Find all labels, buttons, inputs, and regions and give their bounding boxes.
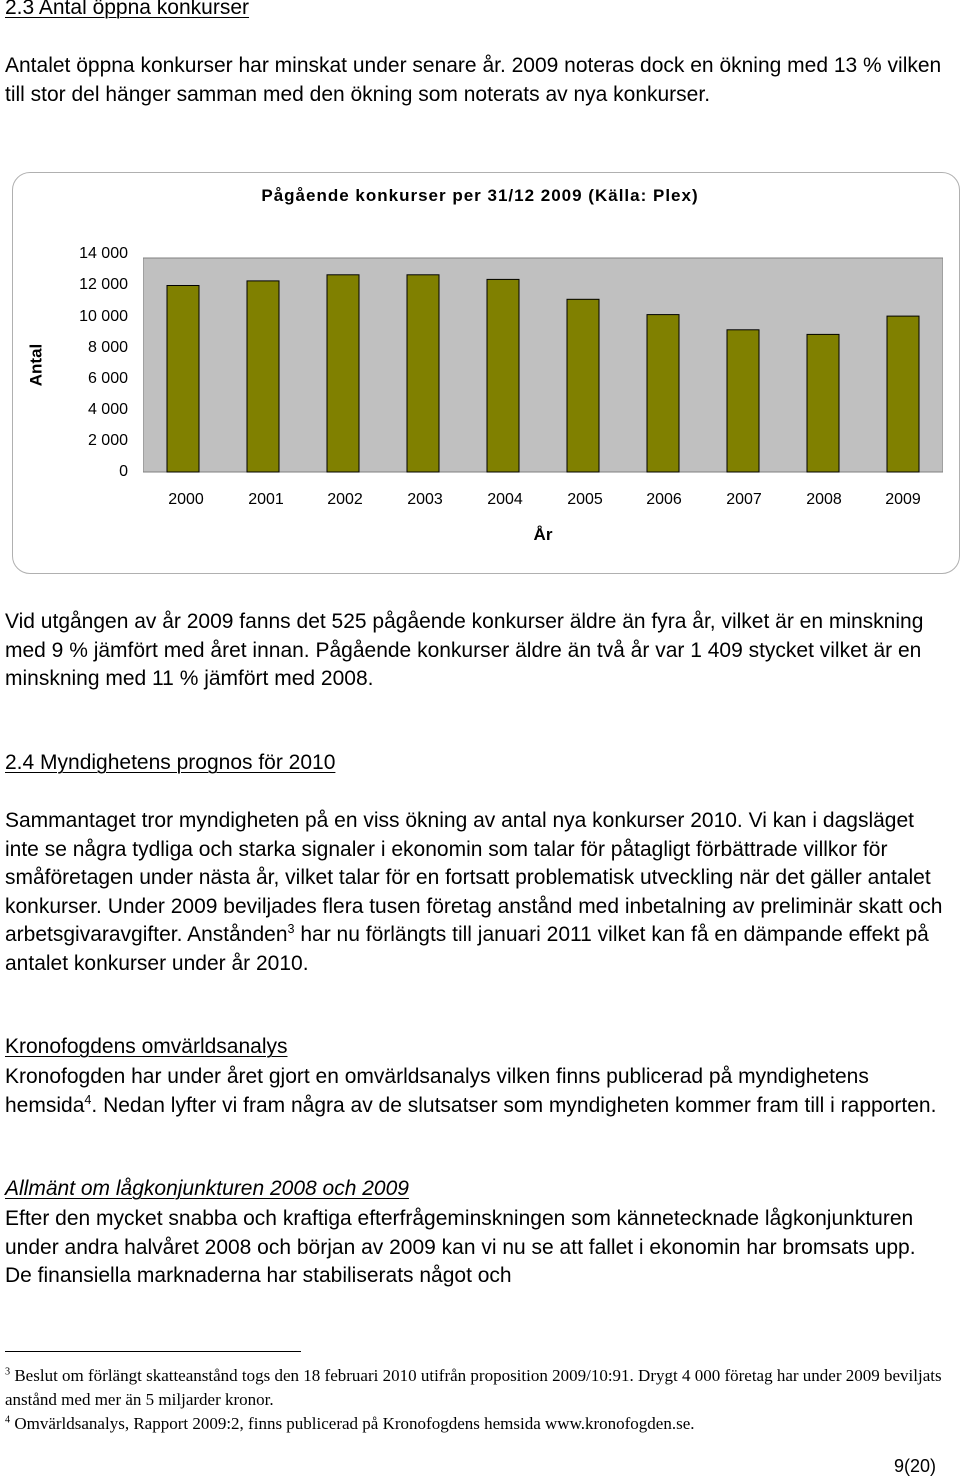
footnote-ref[interactable]: 4 [84,1092,92,1107]
paragraph-after-chart [5,608,945,694]
x-tick-label: 2000 [168,491,204,508]
footnote-ref[interactable]: 3 [287,922,295,936]
paragraph-text: Antalet öppna konkurser har minskat under senare år. 2009 noteras dock en ökning med 13 % vilken till stor del hänger samman med den ökning som noterats av nya konkurser. [5,54,942,106]
x-tick-label: 2009 [885,491,921,508]
y-tick-label: 12 000 [79,276,128,293]
paragraph-text: har nu förlängts till januari 2011 vilket kan få en dämpande effekt på antalet konkurser under år 2010. [5,923,929,975]
x-tick-label: 2003 [407,491,443,508]
chart-title: Pågående konkurser per 31/12 2009 (Källa: Plex) [261,186,699,205]
section-heading-lagkonjunkturen: Allmänt om lågkonjunkturen 2008 och 2009 [5,1177,409,1200]
chart-plot-area [143,250,943,480]
section-heading-omvarldsanalys: Kronofogdens omvärldsanalys [5,1035,288,1058]
bar-2009 [887,316,919,472]
x-tick-label: 2008 [806,491,842,508]
bar-2000 [167,286,199,473]
section-heading-antal-oppna: 2.3 Antal öppna konkurser [5,0,250,19]
paragraph-text: . Nedan lyfter vi fram några av de slutsatser som myndigheten kommer fram till i rapporten. [91,1093,937,1117]
footnote-number: 3 [5,1366,11,1378]
x-tick-label: 2005 [567,491,603,508]
paragraph-text: Sammantaget tror myndigheten på en viss ökning av antal nya konkurser 2010. Vi kan i dagsläget inte se några tydliga och starka signaler i ekonomin som talar för påtagligt förbättrade villkor för småföretagen under nästa år, vilket talar för en fortsatt problematisk utveckling när det gäller antalet konkurser. Under 2009 beviljades flera tusen företag anstånd med inbetalning av preliminär skatt och arbetsgivaravgifter. Anstånden [5,809,943,946]
x-tick-label: 2007 [726,491,762,508]
y-tick-label: 14 000 [79,245,128,262]
x-tick-label: 2001 [248,491,284,508]
x-tick-label: 2002 [327,491,363,508]
chart-x-axis-label: År [533,525,553,544]
footnote-3 [5,1364,950,1412]
chart-y-axis-label [26,337,60,397]
bar-2001 [247,281,279,472]
y-tick-label: 2 000 [87,432,128,449]
bar-2003 [407,275,439,472]
footnote-number: 4 [5,1414,11,1426]
page-number: 9(20) [893,1456,936,1476]
bar-2005 [567,299,599,472]
y-tick-label: 4 000 [87,401,128,418]
section-heading-prognos: 2.4 Myndighetens prognos för 2010 [5,751,336,774]
y-axis-label-text: Antal [26,343,46,387]
section-paragraph-lagkonjunkturen [5,1205,945,1291]
paragraph-text: Kronofogden har under året gjort en omvärldsanalys vilken finns publicerad på myndighetens hemsida [5,1065,869,1117]
bar-2004 [487,279,519,472]
section-paragraph-omvarldsanalys [5,1063,945,1120]
bar-2007 [727,330,759,472]
y-tick-label: 10 000 [79,308,128,325]
paragraph-text: Vid utgången av år 2009 fanns det 525 pågående konkurser äldre än fyra år, vilket är en minskning med 9 % jämfört med året innan. Pågående konkurser äldre än två år var 1 409 stycket vilket är en minskning med 11 % jämfört med 2008. [5,610,924,690]
bar-2006 [647,315,679,472]
footnote-4 [5,1412,950,1436]
footnote-divider [5,1351,301,1352]
x-tick-label: 2004 [487,491,523,508]
y-tick-label: 6 000 [87,370,128,387]
bar-2008 [807,334,839,472]
y-tick-label: 0 [119,463,128,480]
bar-2002 [327,275,359,472]
footnote-text: Beslut om förlängt skatteanstånd togs den 18 februari 2010 utifrån proposition 2009/10:91. Drygt 4 000 företag har under 2009 beviljats anstånd med mer än 5 miljarder kronor. [5,1366,942,1409]
section-paragraph-prognos [5,807,945,978]
x-tick-label: 2006 [646,491,682,508]
footnote-text: Omvärldsanalys, Rapport 2009:2, finns publicerad på Kronofogdens hemsida www.kronofogden.se. [10,1414,695,1433]
y-tick-label: 8 000 [87,339,128,356]
paragraph-text: Efter den mycket snabba och kraftiga efterfrågeminskningen som kännetecknade lågkonjunkturen under andra halvåret 2008 och början av 2009 kan vi nu se att fallet i ekonomin har bromsats upp. De finansiella marknaderna har stabiliserats något och [5,1207,916,1287]
section-paragraph-antal-oppna [5,52,945,109]
